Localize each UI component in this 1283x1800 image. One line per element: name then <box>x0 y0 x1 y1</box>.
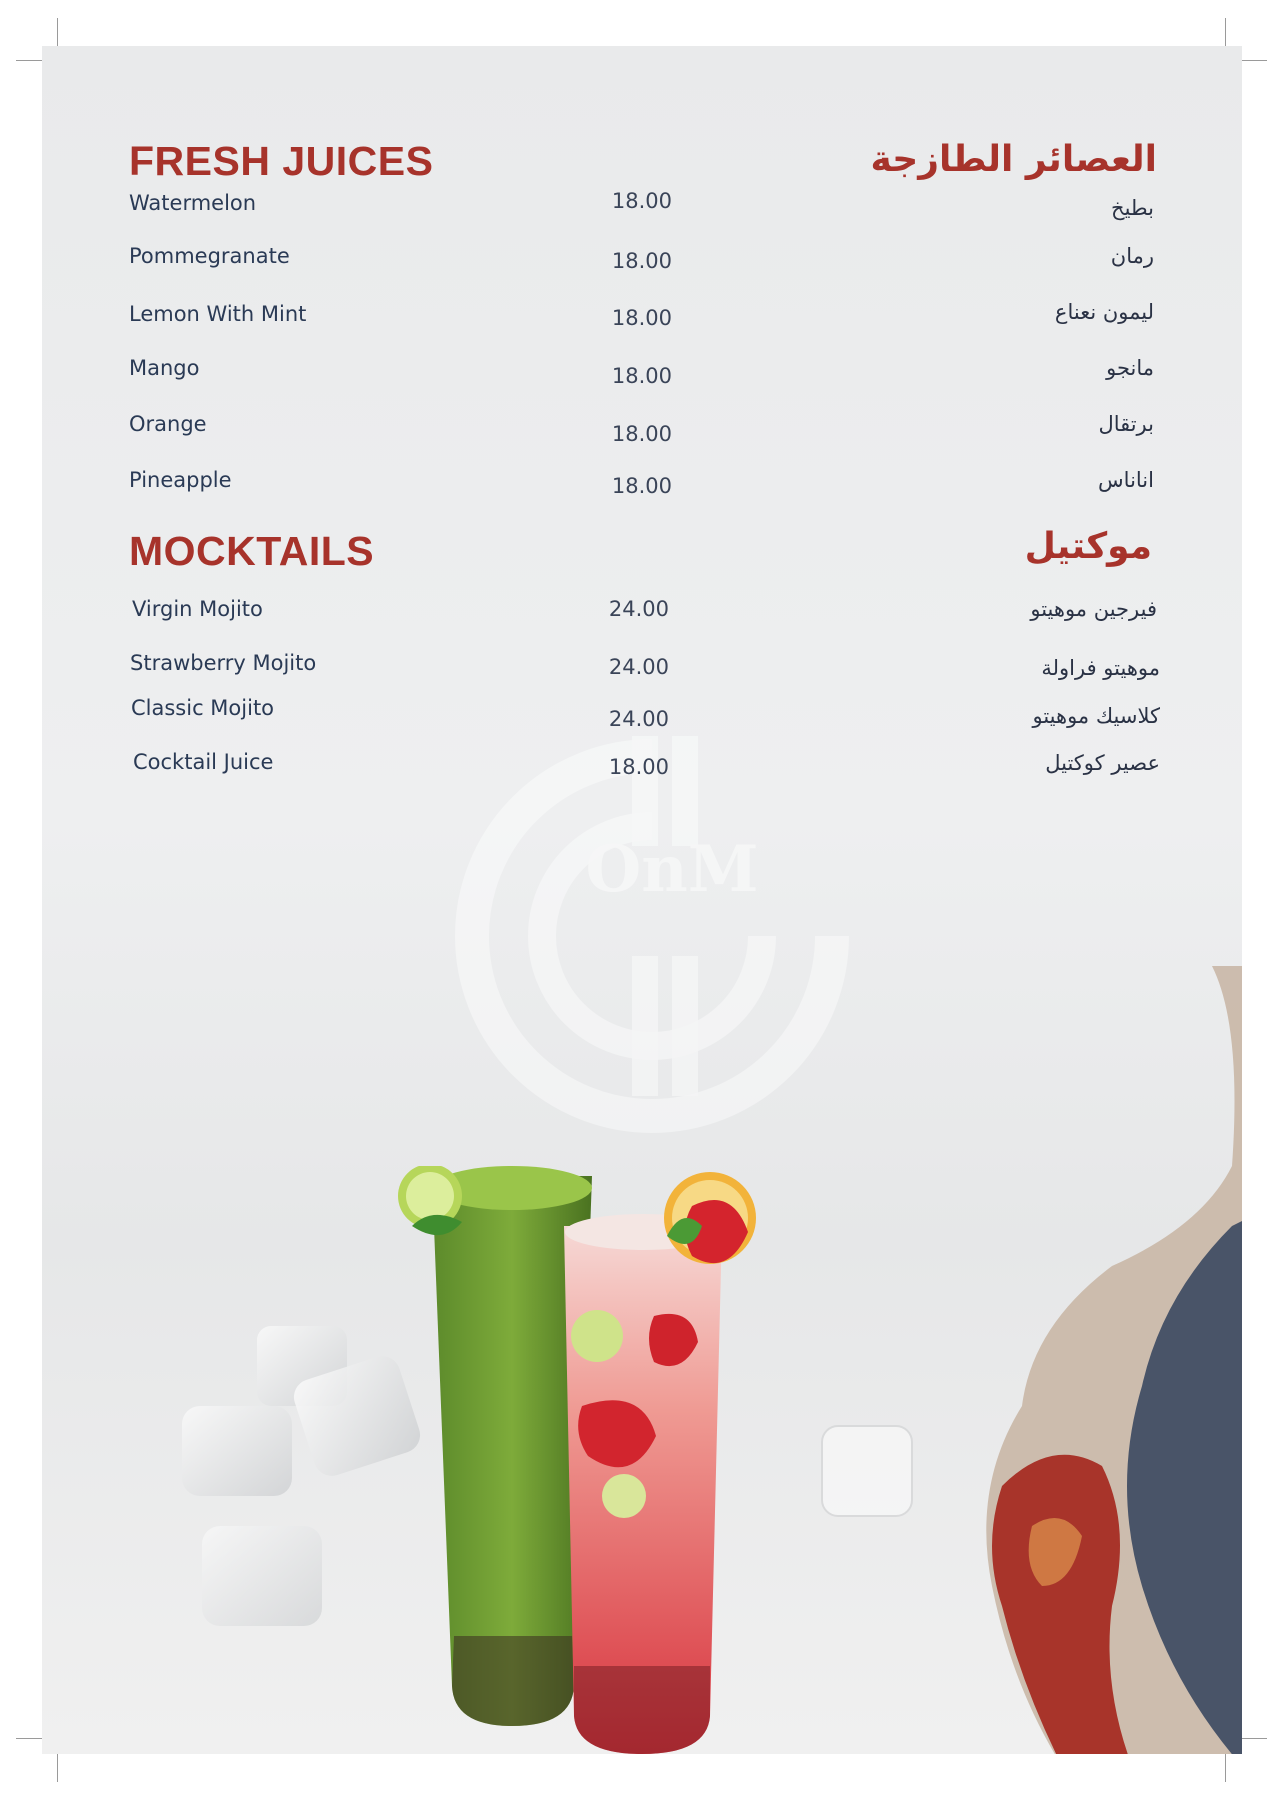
drinks-image <box>392 1166 912 1754</box>
watermark-logo <box>442 726 862 1146</box>
mocktail-cocktail-juice-price: 18.00 <box>608 755 669 779</box>
juice-pommegranate-name-ar: رمان <box>1110 244 1154 268</box>
abstract-art-decoration <box>912 966 1242 1754</box>
juice-mango-price: 18.00 <box>611 364 672 388</box>
juice-pineapple-name: Pineapple <box>129 468 232 492</box>
mocktail-virgin-mojito-price: 24.00 <box>608 597 669 621</box>
fresh-juices-title-ar: العصائر الطازجة <box>870 139 1157 180</box>
crop-mark <box>1225 1752 1226 1782</box>
mocktail-cocktail-juice-name-ar: عصير كوكتيل <box>1045 751 1160 775</box>
juice-orange-price: 18.00 <box>611 422 672 446</box>
mocktail-classic-mojito-name-ar: كلاسيك موهيتو <box>1032 704 1160 728</box>
juice-orange-name: Orange <box>129 412 207 436</box>
juice-pommegranate-name: Pommegranate <box>129 244 290 268</box>
crop-mark <box>57 1752 58 1782</box>
mocktail-virgin-mojito-name-ar: فيرجين موهيتو <box>1030 597 1157 621</box>
juice-pineapple-price: 18.00 <box>611 474 672 498</box>
juice-mango-name-ar: مانجو <box>1106 356 1154 380</box>
watermark-text: OnM <box>585 832 759 907</box>
mocktail-classic-mojito-name: Classic Mojito <box>131 696 275 720</box>
mocktail-strawberry-mojito-name: Strawberry Mojito <box>130 651 317 675</box>
mocktail-virgin-mojito-name: Virgin Mojito <box>132 597 263 621</box>
juice-lemon-mint-name-ar: ليمون نعناع <box>1054 300 1154 324</box>
juice-lemon-mint-price: 18.00 <box>611 306 672 330</box>
juice-watermelon-price: 18.00 <box>611 189 672 213</box>
crop-mark <box>57 18 58 48</box>
mocktails-title: MOCKTAILS <box>129 528 375 574</box>
mocktail-cocktail-juice-name: Cocktail Juice <box>133 750 274 774</box>
mocktail-strawberry-mojito-price: 24.00 <box>608 655 669 679</box>
menu-page <box>42 46 1242 1754</box>
mocktails-title-ar: موكتيل <box>1024 526 1152 567</box>
mocktail-strawberry-mojito-name-ar: موهيتو فراولة <box>1041 656 1160 680</box>
juice-watermelon-name: Watermelon <box>129 191 257 215</box>
juice-pineapple-name-ar: اناناس <box>1098 468 1154 492</box>
juice-mango-name: Mango <box>129 356 200 380</box>
fresh-juices-title: FRESH JUICES <box>129 138 434 184</box>
mocktail-classic-mojito-price: 24.00 <box>608 707 669 731</box>
juice-watermelon-name-ar: بطيخ <box>1111 196 1154 220</box>
crop-mark <box>1225 18 1226 48</box>
juice-lemon-mint-name: Lemon With Mint <box>129 302 307 326</box>
juice-orange-name-ar: برتقال <box>1098 412 1154 436</box>
juice-pommegranate-price: 18.00 <box>611 249 672 273</box>
